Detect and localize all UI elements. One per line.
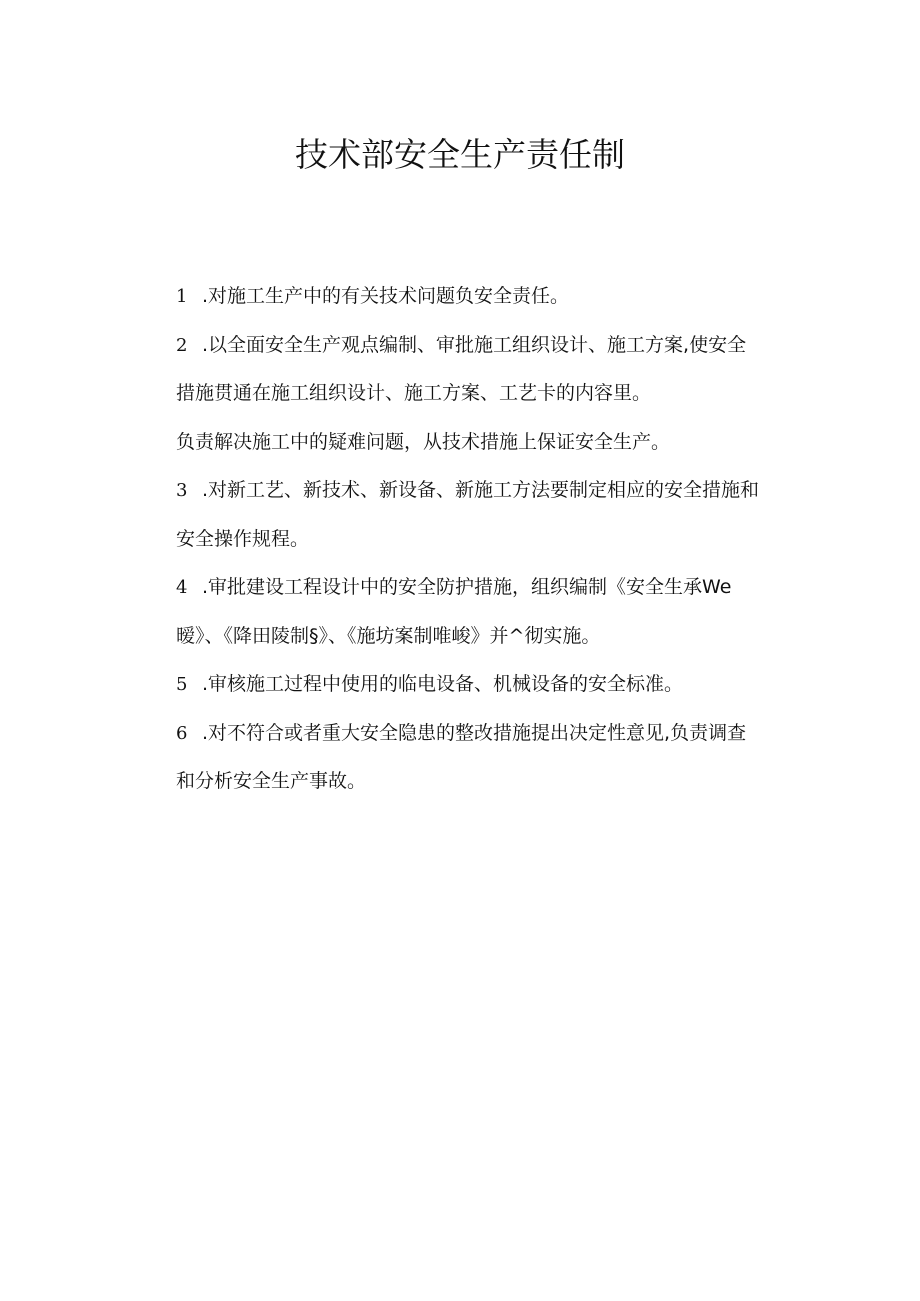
line-text: .对不符合或者重大安全隐患的整改措施提出决定性意见,负责调查 [202,721,747,744]
line-text: .对施工生产中的有关技术问题负安全责任。 [202,285,570,307]
paragraph-line [176,272,796,321]
line-text: 负责解决施工中的疑难问题，从技术措施上保证安全生产。 [176,430,671,453]
line-text: 暧》、《降田陵制§》、《施坊案制唯峻》并^彻实施。 [176,624,601,647]
line-text: .审核施工过程中使用的临电设备、机械设备的安全标准。 [202,673,684,695]
line-text: .对新工艺、新技术、新设备、新施工方法要制定相应的安全措施和 [202,479,760,501]
document-title: 技术部安全生产责任制 [295,135,625,174]
line-text: 安全操作规程。 [176,527,310,550]
paragraph-line [176,709,796,758]
line-text: .以全面安全生产观点编制、审批施工组织设计、施工方案,使安全 [202,333,747,356]
item-number: 2 [176,334,188,356]
paragraph-line [176,515,796,564]
paragraph-line [176,757,796,806]
line-text: 措施贯通在施工组织设计、施工方案、工艺卡的内容里。 [176,382,652,404]
paragraph-line [176,466,796,515]
item-number: 1 [176,286,188,307]
item-number: 5 [176,674,188,695]
line-text: 和分析安全生产事故。 [176,770,367,792]
line-text: .审批建设工程设计中的安全防护措施，组织编制《安全生承We [202,576,732,598]
item-number: 3 [176,480,188,501]
paragraph-line [176,660,796,709]
paragraph-line [176,369,796,418]
document-body [176,272,796,806]
item-number: 4 [176,577,188,598]
item-number: 6 [176,722,188,744]
paragraph-line [176,612,796,661]
paragraph-line [176,321,796,370]
paragraph-line [176,418,796,467]
paragraph-line [176,563,796,612]
